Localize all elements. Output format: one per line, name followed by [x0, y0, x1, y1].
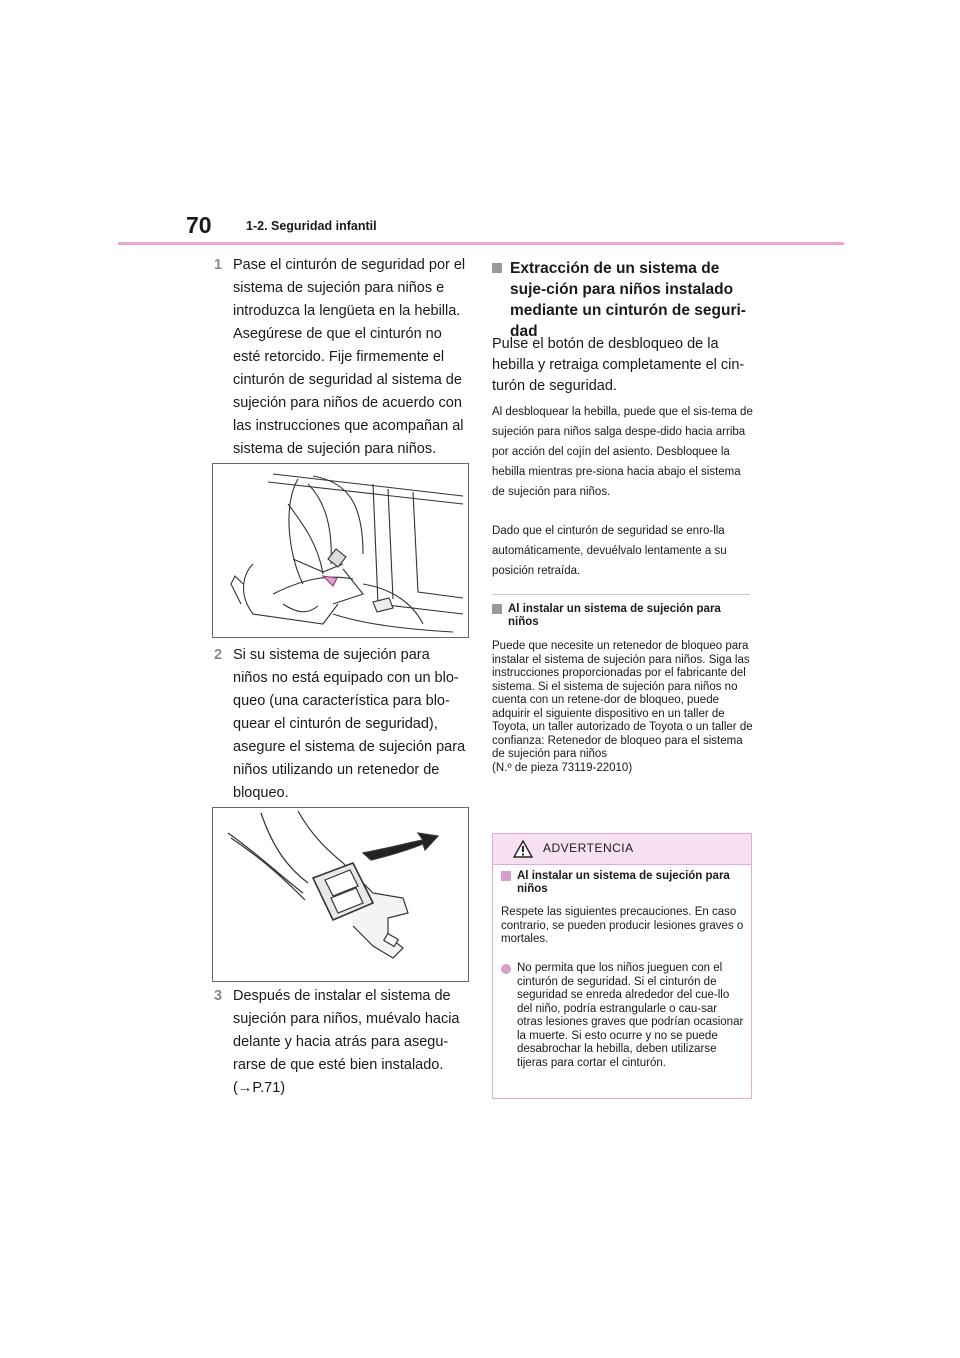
warning-header [493, 834, 751, 865]
warning-box [492, 833, 752, 1099]
warning-triangle-icon [513, 840, 533, 858]
removal-note-2: Dado que el cinturón de seguridad se enro-lla automáticamente, devuélvalo lentamente a su posición retraída. [492, 525, 727, 577]
part-number: (N.º de pieza 73119-22010) [492, 761, 633, 774]
step-2 [214, 644, 466, 805]
step-text: Pase el cinturón de seguridad por el sistema de sujeción para niños e introduzca la lengüeta en la hebilla. Asegúrese de que el cinturón no esté retorcido. Fije firmemente el cinturón de seguridad al sistema de sujeción para niños de acuerdo con las instrucciones que acompañan al sistema de sujeción para niños. [233, 257, 466, 457]
header-divider [118, 242, 844, 245]
step-text: Después de instalar el sistema de sujeción para niños, muévalo hacia delante y hacia atrás para asegu-rarse de que esté bien instalado. [233, 988, 460, 1073]
step-number: 1 [214, 257, 223, 273]
bullet-dot-icon [501, 964, 511, 974]
step-3 [214, 985, 466, 1100]
removal-instruction: Pulse el botón de desbloqueo de la hebilla y retraiga completamente el cin-turón de seguridad. [492, 336, 745, 394]
warning-label: ADVERTENCIA [543, 841, 634, 855]
bullet-square-icon [492, 604, 502, 614]
step-number: 3 [214, 988, 223, 1004]
warning-subheading: Al instalar un sistema de sujeción para niños [501, 870, 741, 896]
section-title: 1-2. Seguridad infantil [246, 219, 377, 233]
installation-note-heading: Al instalar un sistema de sujeción para niños [492, 603, 754, 629]
step-number: 2 [214, 647, 223, 663]
divider [492, 594, 750, 595]
locking-clip-illustration [212, 807, 469, 982]
warning-intro: Respete las siguientes precauciones. En caso contrario, se pueden producir lesiones graves o mortales. [501, 906, 744, 945]
page-reference: (→P.71) [233, 1080, 286, 1096]
removal-heading: Extracción de un sistema de suje-ción para niños instalado mediante un cinturón de seguri-dad [492, 258, 752, 342]
removal-note-1: Al desbloquear la hebilla, puede que el sis-tema de sujeción para niños salga despe-dido hacia arriba por acción del cojín del asiento. Desbloquee la hebilla mientras pre-siona hacia abajo el sistema de sujeción para niños. [492, 406, 753, 498]
bullet-square-icon [501, 871, 511, 881]
installation-note-body: Puede que necesite un retenedor de bloqueo para instalar el sistema de sujeción para niños. Siga las instrucciones proporcionadas por el fabricante del sistema. Si el sistema de sujeción para niños no cuenta con un retene-dor de bloqueo, puede adquirir el siguiente dispositivo en un taller de Toyota, un taller autorizado de Toyota o un taller de confianza: Retenedor de bloqueo para el sistema de sujeción para niños (N.º de pieza 73119-22010) [492, 640, 753, 774]
step-text: Si su sistema de sujeción para niños no está equipado con un blo-queo (una característica para blo-quear el cinturón de seguridad), asegure el sistema de sujeción para niños utilizando un retenedor de bloqueo. [233, 647, 466, 801]
step-1 [214, 254, 466, 461]
page-number: 70 [186, 212, 212, 238]
warning-bullet: No permita que los niños jueguen con el cinturón de seguridad. Si el cinturón de seguridad se enreda alrededor del cue-llo del niño, podría estrangularle o cau-sar otras lesiones graves que podrían ocasionar la muerte. Si esto ocurre y no se puede desabrochar la hebilla, deben utilizarse tijeras para cortar el cinturón. [501, 962, 745, 1070]
child-seat-installation-illustration [212, 463, 469, 638]
bullet-square-icon [492, 263, 502, 273]
